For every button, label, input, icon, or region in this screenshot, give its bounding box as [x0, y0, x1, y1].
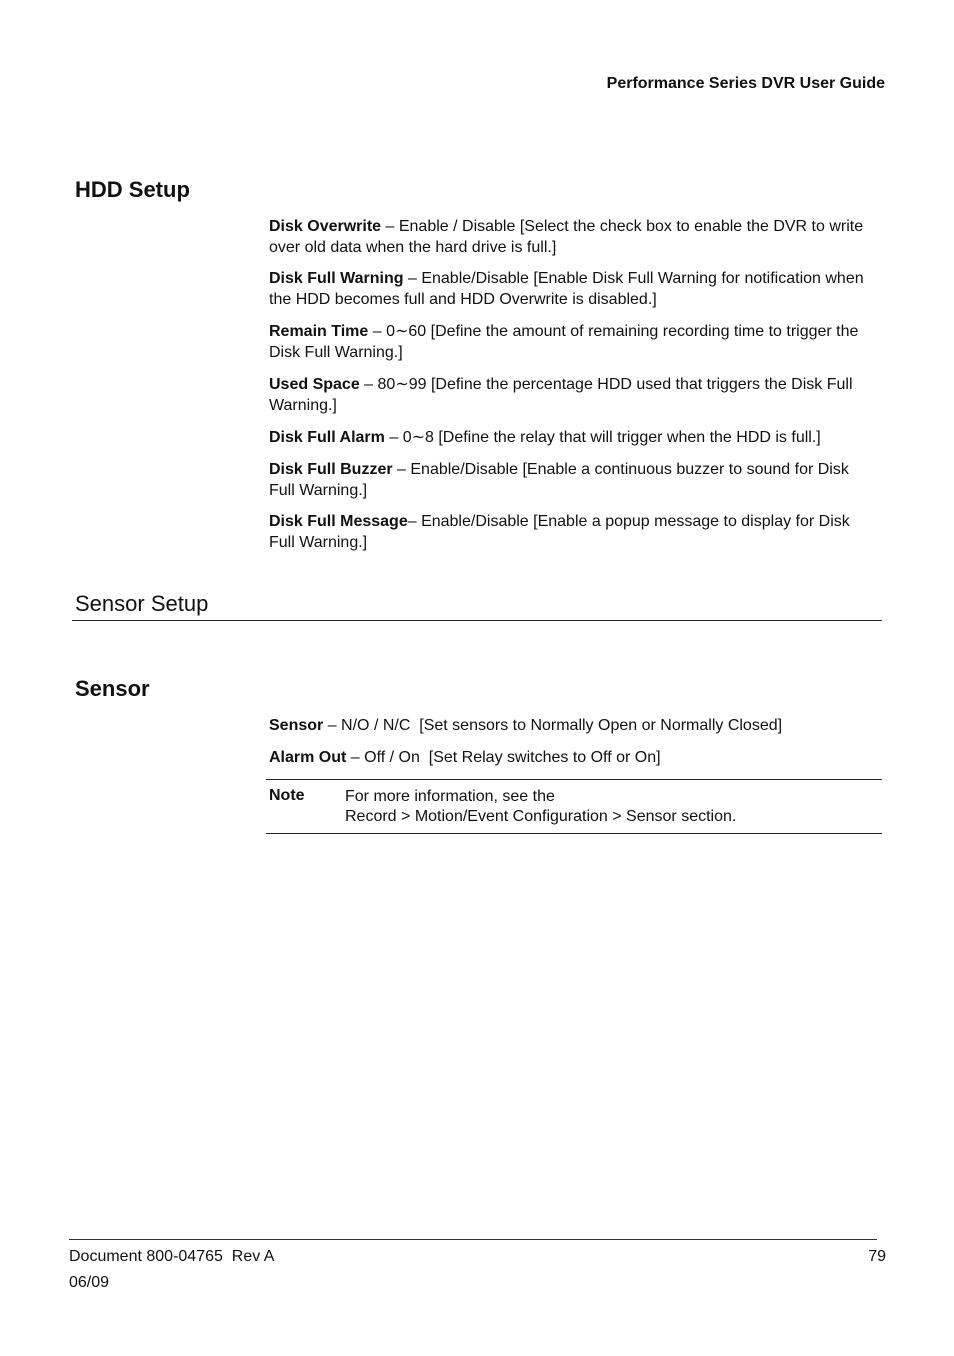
term: Disk Full Warning: [269, 270, 404, 287]
note-line-2: Record > Motion/Event Configuration > Sensor section.: [345, 808, 737, 825]
note-bottom-rule: [266, 833, 882, 834]
description: Enable/Disable [Enable a popup message to display for Disk Full Warning.]: [269, 513, 850, 551]
description: Enable/Disable [Enable a continuous buzzer to sound for Disk Full Warning.]: [269, 461, 849, 499]
section-heading-sensor: Sensor: [75, 676, 150, 701]
description: 80∼99 [Define the percentage HDD used that triggers the Disk Full Warning.]: [269, 376, 853, 414]
hdd-item-disk-full-alarm: Disk Full Alarm – 0∼8 [Define the relay that will trigger when the HDD is full.]: [269, 429, 821, 446]
sensor-item-alarm-out: Alarm Out – Off / On [Set Relay switches to Off or On]: [269, 749, 661, 766]
note-label: Note: [269, 787, 305, 804]
hdd-item-disk-full-warning: Disk Full Warning – Enable/Disable [Enable Disk Full Warning for notification when the HDD becomes full and HDD Overwrite is disabled.]: [269, 270, 864, 308]
hdd-item-remain-time: Remain Time – 0∼60 [Define the amount of remaining recording time to trigger the Disk Full Warning.]: [269, 323, 859, 361]
hdd-item-used-space: Used Space – 80∼99 [Define the percentage HDD used that triggers the Disk Full Warning.]: [269, 376, 853, 414]
description: 0∼8 [Define the relay that will trigger when the HDD is full.]: [402, 429, 821, 446]
sensor-item-sensor: Sensor – N/O / N/C [Set sensors to Normally Open or Normally Closed]: [269, 717, 783, 734]
hdd-item-disk-overwrite: Disk Overwrite – Enable / Disable [Select the check box to enable the DVR to write over old data when the hard drive is full.]: [269, 218, 864, 256]
footer-rule: [69, 1239, 877, 1240]
term: Disk Full Message: [269, 513, 408, 530]
footer-document-number: Document 800-04765 Rev A: [69, 1248, 275, 1265]
section-heading-hdd-setup: HDD Setup: [75, 177, 190, 202]
hdd-item-disk-full-message: Disk Full Message– Enable/Disable [Enable a popup message to display for Disk Full Warning.]: [269, 513, 850, 551]
chapter-rule: [72, 620, 882, 621]
term: Used Space: [269, 376, 360, 393]
description: 0∼60 [Define the amount of remaining recording time to trigger the Disk Full Warning.]: [269, 323, 859, 361]
term: Remain Time: [269, 323, 369, 340]
hdd-item-disk-full-buzzer: Disk Full Buzzer – Enable/Disable [Enable a continuous buzzer to sound for Disk Full Warning.]: [269, 461, 849, 499]
running-header: Performance Series DVR User Guide: [606, 75, 885, 92]
footer-page-number: 79: [868, 1248, 886, 1265]
term: Alarm Out: [269, 749, 347, 766]
term: Disk Full Alarm: [269, 429, 385, 446]
chapter-heading-sensor-setup: Sensor Setup: [75, 591, 209, 616]
term: Sensor: [269, 717, 324, 734]
description: N/O / N/C [Set sensors to Normally Open or Normally Closed]: [341, 717, 783, 734]
description: Enable/Disable [Enable Disk Full Warning for notification when the HDD becomes full and HDD Overwrite is disabled.]: [269, 270, 864, 308]
note-top-rule: [266, 779, 882, 780]
note-line-1: For more information, see the: [345, 788, 555, 805]
term: Disk Full Buzzer: [269, 461, 393, 478]
description: Off / On [Set Relay switches to Off or On]: [364, 749, 661, 766]
description: Enable / Disable [Select the check box to enable the DVR to write over old data when the hard drive is full.]: [269, 218, 864, 256]
footer-date: 06/09: [69, 1274, 110, 1291]
term: Disk Overwrite: [269, 218, 382, 235]
